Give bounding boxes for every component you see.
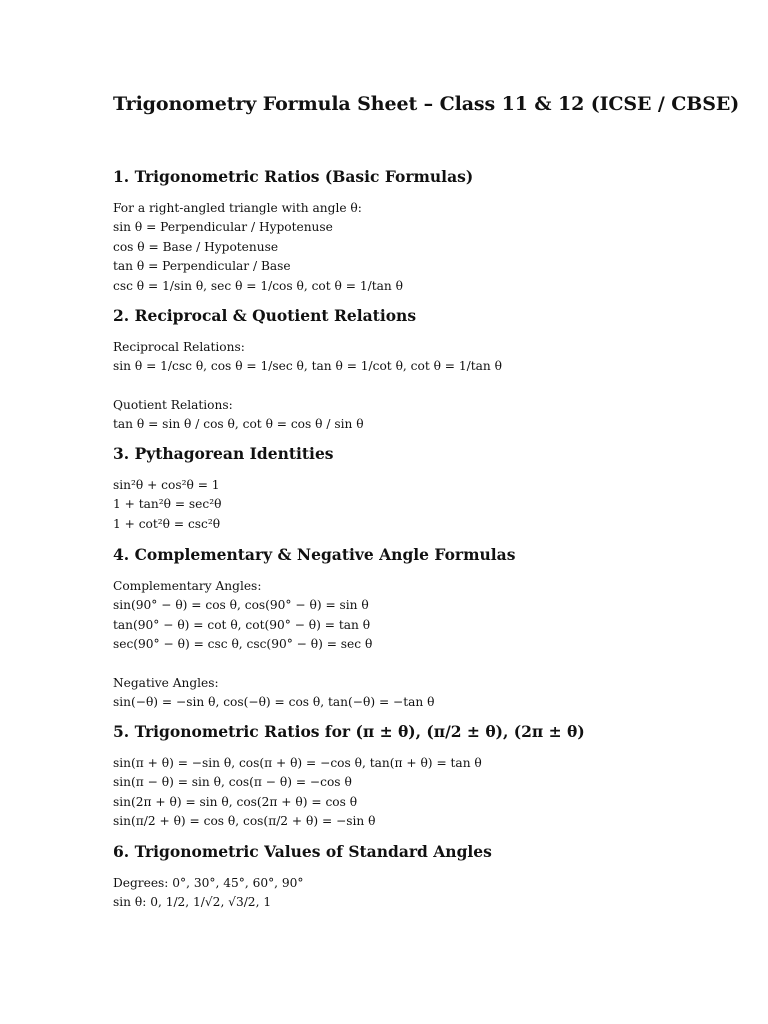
- section-allied-angles: [113, 720, 753, 832]
- formula-block: [113, 577, 753, 655]
- formula-line: sin θ: 0, 1/2, 1/√2, √3/2, 1: [113, 895, 272, 910]
- formula-line: sin(π/2 + θ) = cos θ, cos(π/2 + θ) = −sin θ: [113, 814, 376, 829]
- section-trigonometric-ratios: [113, 165, 753, 296]
- section-heading: 2. Reciprocal & Quotient Relations: [113, 306, 417, 325]
- formula-line: sin θ = Perpendicular / Hypotenuse: [113, 220, 333, 235]
- formula-block: [113, 674, 753, 713]
- formula-line: sin²θ + cos²θ = 1: [113, 478, 220, 492]
- formula-line: cos θ = Base / Hypotenuse: [113, 239, 279, 254]
- section-heading: 3. Pythagorean Identities: [113, 444, 334, 463]
- formula-line: sin(2π + θ) = sin θ, cos(2π + θ) = cos θ: [113, 794, 358, 809]
- section-standard-angles: [113, 840, 753, 913]
- formula-block: [113, 874, 753, 913]
- section-heading: 4. Complementary & Negative Angle Formulas: [113, 545, 516, 564]
- formula-line: sin(π − θ) = sin θ, cos(π − θ) = −cos θ: [113, 775, 352, 790]
- section-complementary-negative: [113, 543, 753, 712]
- formula-line: 1 + tan²θ = sec²θ: [113, 497, 222, 512]
- formula-line: Negative Angles:: [113, 675, 219, 690]
- formula-block: [113, 754, 753, 832]
- formula-block: [113, 199, 753, 296]
- formula-line: sin(π + θ) = −sin θ, cos(π + θ) = −cos θ, tan(π + θ) = tan θ: [113, 756, 482, 770]
- formula-block: [113, 338, 753, 377]
- section-heading: 6. Trigonometric Values of Standard Angles: [113, 842, 492, 861]
- formula-line: Degrees: 0°, 30°, 45°, 60°, 90°: [113, 876, 304, 890]
- formula-line: Reciprocal Relations:: [113, 340, 245, 354]
- formula-line: sin(−θ) = −sin θ, cos(−θ) = cos θ, tan(−θ) = −tan θ: [113, 694, 435, 709]
- formula-line: tan θ = sin θ / cos θ, cot θ = cos θ / sin θ: [113, 417, 364, 432]
- formula-block: [113, 476, 753, 534]
- document-title: Trigonometry Formula Sheet – Class 11 & 12 (ICSE / CBSE): [113, 93, 740, 115]
- section-reciprocal-quotient: [113, 304, 753, 435]
- formula-line: For a right-angled triangle with angle θ:: [113, 201, 362, 215]
- formula-line: Quotient Relations:: [113, 397, 233, 412]
- formula-line: tan(90° − θ) = cot θ, cot(90° − θ) = tan θ: [113, 617, 371, 632]
- section-heading: 1. Trigonometric Ratios (Basic Formulas): [113, 167, 474, 186]
- formula-line: sec(90° − θ) = csc θ, csc(90° − θ) = sec θ: [113, 637, 373, 652]
- formula-line: 1 + cot²θ = csc²θ: [113, 516, 221, 531]
- formula-line: sin(90° − θ) = cos θ, cos(90° − θ) = sin θ: [113, 598, 369, 613]
- section-pythagorean-identities: [113, 442, 753, 534]
- formula-line: Complementary Angles:: [113, 579, 262, 593]
- formula-line: tan θ = Perpendicular / Base: [113, 259, 291, 274]
- section-heading: 5. Trigonometric Ratios for (π ± θ), (π/2 ± θ), (2π ± θ): [113, 722, 585, 741]
- formula-line: sin θ = 1/csc θ, cos θ = 1/sec θ, tan θ = 1/cot θ, cot θ = 1/tan θ: [113, 359, 502, 374]
- formula-block: [113, 396, 753, 435]
- formula-line: csc θ = 1/sin θ, sec θ = 1/cos θ, cot θ = 1/tan θ: [113, 278, 403, 293]
